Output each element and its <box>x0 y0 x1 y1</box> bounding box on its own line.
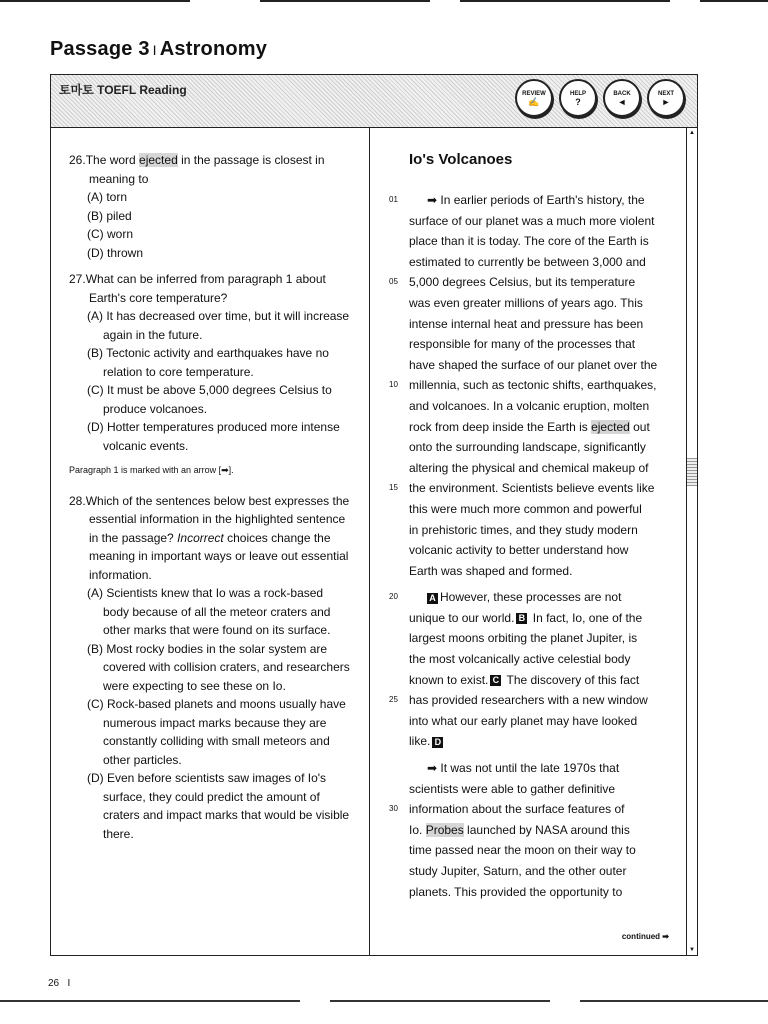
passage-line: 20 A However, these processes are not <box>389 587 669 608</box>
scrollbar[interactable] <box>686 128 697 955</box>
scroll-up-icon[interactable]: ▲ <box>689 130 695 136</box>
passage-line: 15 the environment. Scientists believe events like <box>389 478 669 499</box>
passage-line: into what our early planet may have looked <box>409 713 638 728</box>
answer-option[interactable]: (C) worn <box>87 227 134 241</box>
insert-square-c[interactable]: C <box>490 675 501 686</box>
paragraph-note: Paragraph 1 is marked with an arrow [➡]. <box>69 465 234 475</box>
answer-option[interactable]: (C) It must be above 5,000 degrees Celsius to produce volcanoes. <box>87 383 332 416</box>
passage-line: the most volcanically active celestial body <box>409 652 631 667</box>
passage-line: and volcanoes. In a volcanic eruption, molten <box>409 398 650 413</box>
passage-line: altering the physical and chemical makeup of <box>409 460 649 475</box>
line-number: 20 <box>389 592 398 602</box>
back-button[interactable]: BACK ◄ <box>603 79 641 117</box>
answer-option[interactable]: (B) Tectonic activity and earthquakes have no relation to core temperature. <box>87 346 329 379</box>
passage-line: onto the surrounding landscape, significantly <box>409 440 646 455</box>
passage-line: rock from deep inside the Earth is ejected out <box>409 419 650 434</box>
passage-panel <box>389 151 669 908</box>
line-number: 30 <box>389 804 398 814</box>
scroll-thumb[interactable] <box>687 458 697 486</box>
passage-line: study Jupiter, Saturn, and the other outer <box>409 864 627 878</box>
passage-line: unique to our world. B In fact, Io, one of the <box>409 610 643 625</box>
question-27: 27.What can be inferred from paragraph 1 about Earth's core temperature? (A) It has decreased over time, but it will increase again in the future. (B) Tectonic activity and earthquakes have no relation to core temperature. (C) It must be above 5,000 degrees Celsius to produce volcanoes. (D) Hotter temperatures produced more intense volcanic events. <box>69 270 351 455</box>
passage-title: Io's Volcanoes <box>409 151 513 168</box>
right-arrow-icon: ► <box>661 97 671 107</box>
passage-body <box>389 190 669 902</box>
passage-line: time passed near the moon on their way to <box>409 843 636 858</box>
passage-line: estimated to currently be between 3,000 and <box>409 254 646 269</box>
passage-line: have shaped the surface of our planet over the <box>409 357 658 372</box>
highlighted-word: ejected <box>139 153 178 167</box>
line-number: 15 <box>389 483 398 493</box>
question-28: 28.Which of the sentences below best expresses the essential information in the highlighted sentence in the passage? Incorrect choices change the meaning in important ways or leave out essential information. (A) Scientists knew that Io was a rock-based body because of all the meteor craters and other marks that were found on its surface. (B) Most rocky bodies in the solar system are covered with collision craters, and researchers were expecting to see these on Io. (C) Rock-based planets and moons usually have numerous impact marks because they are constantly colliding with small meteors and other particles. (D) Even before scientists saw images of Io's surface, they could predict the amount of craters and impact marks that would be visible there. <box>69 492 351 844</box>
insert-square-d[interactable]: D <box>432 737 443 748</box>
passage-line: in prehistoric times, and they study modern <box>409 522 638 537</box>
passage-line: was even greater millions of years ago. This <box>409 295 643 310</box>
line-number: 05 <box>389 277 398 287</box>
passage-line: this were much more common and powerful <box>409 501 642 516</box>
passage-line: 10 millennia, such as tectonic shifts, earthquakes, <box>389 375 669 396</box>
passage-line: responsible for many of the processes that <box>409 337 636 352</box>
panel-divider <box>369 128 370 955</box>
page-title: Passage 3 I Astronomy <box>50 38 268 60</box>
line-number: 25 <box>389 695 398 705</box>
scroll-down-icon[interactable]: ▼ <box>689 947 695 953</box>
answer-option[interactable]: (A) torn <box>87 190 128 204</box>
brand-label: 토마토 TOEFL Reading <box>59 83 187 97</box>
test-window <box>50 74 698 956</box>
question-panel <box>69 151 351 851</box>
answer-option[interactable]: (D) Even before scientists saw images of Io's surface, they could predict the amount of craters and impact marks that would be visible there. <box>87 771 350 841</box>
highlighted-word: Probes <box>425 822 464 837</box>
continued-label: continued ➡ <box>621 932 669 941</box>
passage-line: place than it is today. The core of the Earth is <box>409 234 649 249</box>
answer-option[interactable]: (C) Rock-based planets and moons usually have numerous impact marks because they are constantly colliding with small meteors and other particles. <box>87 697 346 767</box>
answer-option[interactable]: (B) Most rocky bodies in the solar system are covered with collision craters, and researchers were expecting to see these on Io. <box>87 641 350 693</box>
answer-option[interactable]: (D) Hotter temperatures produced more intense volcanic events. <box>87 420 340 453</box>
passage-paragraph <box>389 587 669 752</box>
left-arrow-icon: ◄ <box>617 97 627 107</box>
passage-line: scientists were able to gather definitive <box>409 781 616 796</box>
answer-option[interactable]: (A) It has decreased over time, but it will increase again in the future. <box>87 309 350 342</box>
line-number: 10 <box>389 380 398 390</box>
passage-line: known to exist. C The discovery of this fact <box>409 672 640 687</box>
question-icon: ? <box>575 97 581 107</box>
line-number: 01 <box>389 195 398 204</box>
passage-line: largest moons orbiting the planet Jupiter, is <box>409 631 638 646</box>
passage-line: Io. Probes launched by NASA around this <box>409 822 630 837</box>
passage-line: Earth was shaped and formed. <box>409 563 573 578</box>
passage-line: 01 ➡ In earlier periods of Earth's history, the <box>389 190 669 211</box>
answer-option[interactable]: (B) piled <box>87 208 132 223</box>
next-button[interactable]: NEXT ► <box>647 79 685 117</box>
passage-line: planets. This provided the opportunity to <box>409 884 623 899</box>
window-header <box>51 75 697 128</box>
answer-option[interactable]: (A) Scientists knew that Io was a rock-based body because of all the meteor craters and other marks that were found on its surface. <box>87 586 331 637</box>
page-footer: 26 I <box>48 978 71 989</box>
pencil-icon: ✍ <box>528 97 540 107</box>
insert-square-a[interactable]: A <box>427 593 438 604</box>
review-button[interactable]: REVIEW ✍ <box>515 79 553 117</box>
passage-line: 30 information about the surface features of <box>389 799 669 820</box>
nav-buttons <box>515 79 685 117</box>
passage-line: 05 5,000 degrees Celsius, but its temperature <box>389 272 669 293</box>
passage-line: surface of our planet was a much more violent <box>409 213 655 228</box>
passage-line: intense internal heat and pressure has been <box>409 316 644 331</box>
passage-line: volcanic activity to better understand how <box>409 543 629 558</box>
answer-option[interactable]: (D) thrown <box>87 245 144 260</box>
passage-paragraph <box>389 758 669 902</box>
passage-paragraph <box>389 190 669 581</box>
help-button[interactable]: HELP ? <box>559 79 597 117</box>
passage-line: like. D <box>389 731 669 752</box>
insert-square-b[interactable]: B <box>516 613 527 624</box>
passage-line: ➡ It was not until the late 1970s that <box>427 761 620 776</box>
highlighted-word: ejected <box>591 419 630 434</box>
question-26: 26.The word ejected in the passage is closest in meaning to (A) torn (B) piled (C) worn (D) thrown <box>69 151 351 262</box>
passage-line: 25 has provided researchers with a new window <box>389 690 669 711</box>
